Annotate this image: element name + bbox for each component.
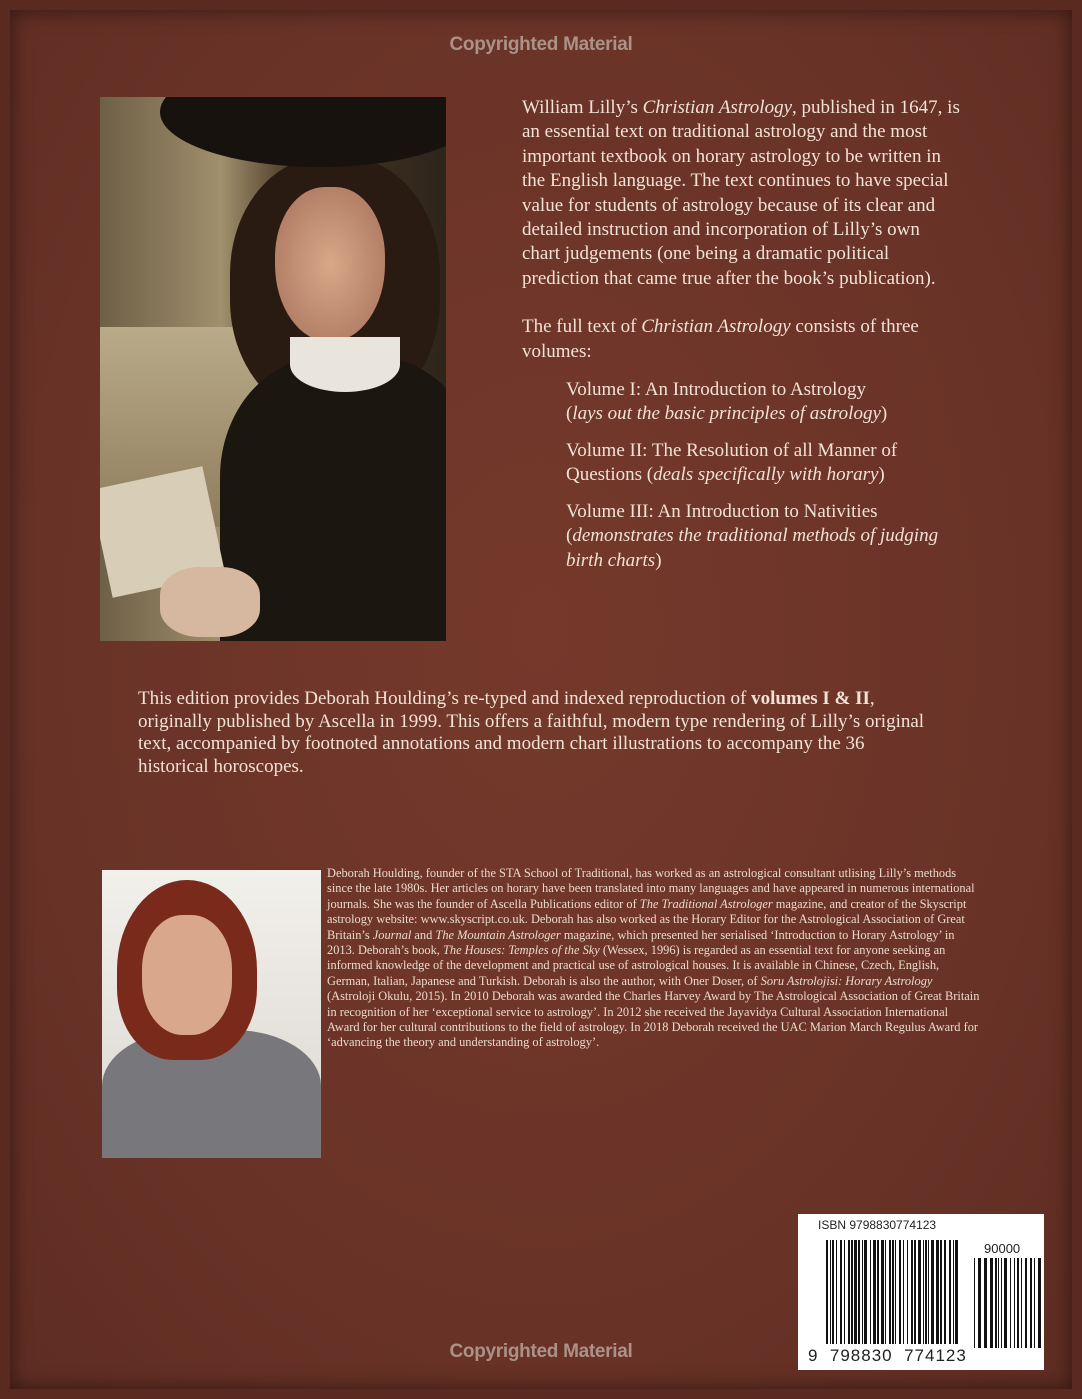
author-photo [102, 870, 321, 1158]
watermark-bottom: Copyrighted Material [449, 1341, 633, 1362]
william-lilly-portrait [100, 97, 446, 641]
edition-paragraph: This edition provides Deborah Houlding’s re-typed and indexed reproduction of volumes I & II, originally published by Ascella in 1999. This offers a faithful, modern type rendering of Lilly’s original text, accompanied by footnoted annotations and modern chart illustrations to accompany the 36 historical horoscopes. [138, 688, 925, 777]
volumes-intro: The full text of Christian Astrology consists of three volumes: [522, 316, 919, 362]
description-column [522, 96, 962, 585]
volume-3: Volume III: An Introduction to Nativities (demonstrates the traditional methods of judging birth charts) [566, 500, 939, 571]
price-addon: 90000 [984, 1241, 1021, 1256]
author-bio: Deborah Houlding, founder of the STA School of Traditional, has worked as an astrological consultant utlising Lilly’s methods since the late 1980s. Her articles on horary have been translated into many languages and have appeared in numerous international journals. She was the founder of Ascella Publications editor of The Traditional Astrologer magazine, and creator of the Skyscript astrology website: www.skyscript.co.uk. Deborah has also worked as the Horary Editor for the Astrological Association of Great Britain’s Journal and The Mountain Astrologer magazine, which presented her serialised ‘Introduction to Horary Astrology’ in 2013. Deborah’s book, The Houses: Temples of the Sky (Wessex, 1996) is regarded as an essential text for anyone seeking an informed knowledge of the development and practical use of astrological houses. It is available in Chinese, Czech, English, German, Italian, Japanese and Turkish. Deborah is also the author, with Oner Doser, of Soru Astrolojisi: Horary Astrology (Astroloji Okulu, 2015). In 2010 Deborah was awarded the Charles Harvey Award by The Astrological Association of Great Britain in recognition of her ‘exceptional service to astrology’. In 2012 she received the Jayavidya Cultural Association International Award for her cultural contributions to the field of astrology. In 2018 Deborah received the UAC Marion March Regulus Award for ‘advancing the theory and understanding of astrology’. [327, 866, 980, 1050]
volume-2: Volume II: The Resolution of all Manner of Questions (deals specifically with horary) [566, 439, 898, 486]
watermark-top: Copyrighted Material [449, 34, 633, 55]
intro-paragraph: William Lilly’s Christian Astrology, published in 1647, is an essential text on traditional astrology and the most important textbook on horary astrology to be written in the English language. The text continues to have special value for students of astrology because of its clear and detailed instruction and incorporation of Lilly’s own chart judgements (one being a dramatic political prediction that came true after the book’s publication). [522, 97, 960, 289]
isbn-label: ISBN 9798830774123 [818, 1218, 937, 1232]
volume-1: Volume I: An Introduction to Astrology (lays out the basic principles of astrology) [566, 379, 888, 425]
barcode-digits: 9 798830 774123 [808, 1346, 967, 1365]
